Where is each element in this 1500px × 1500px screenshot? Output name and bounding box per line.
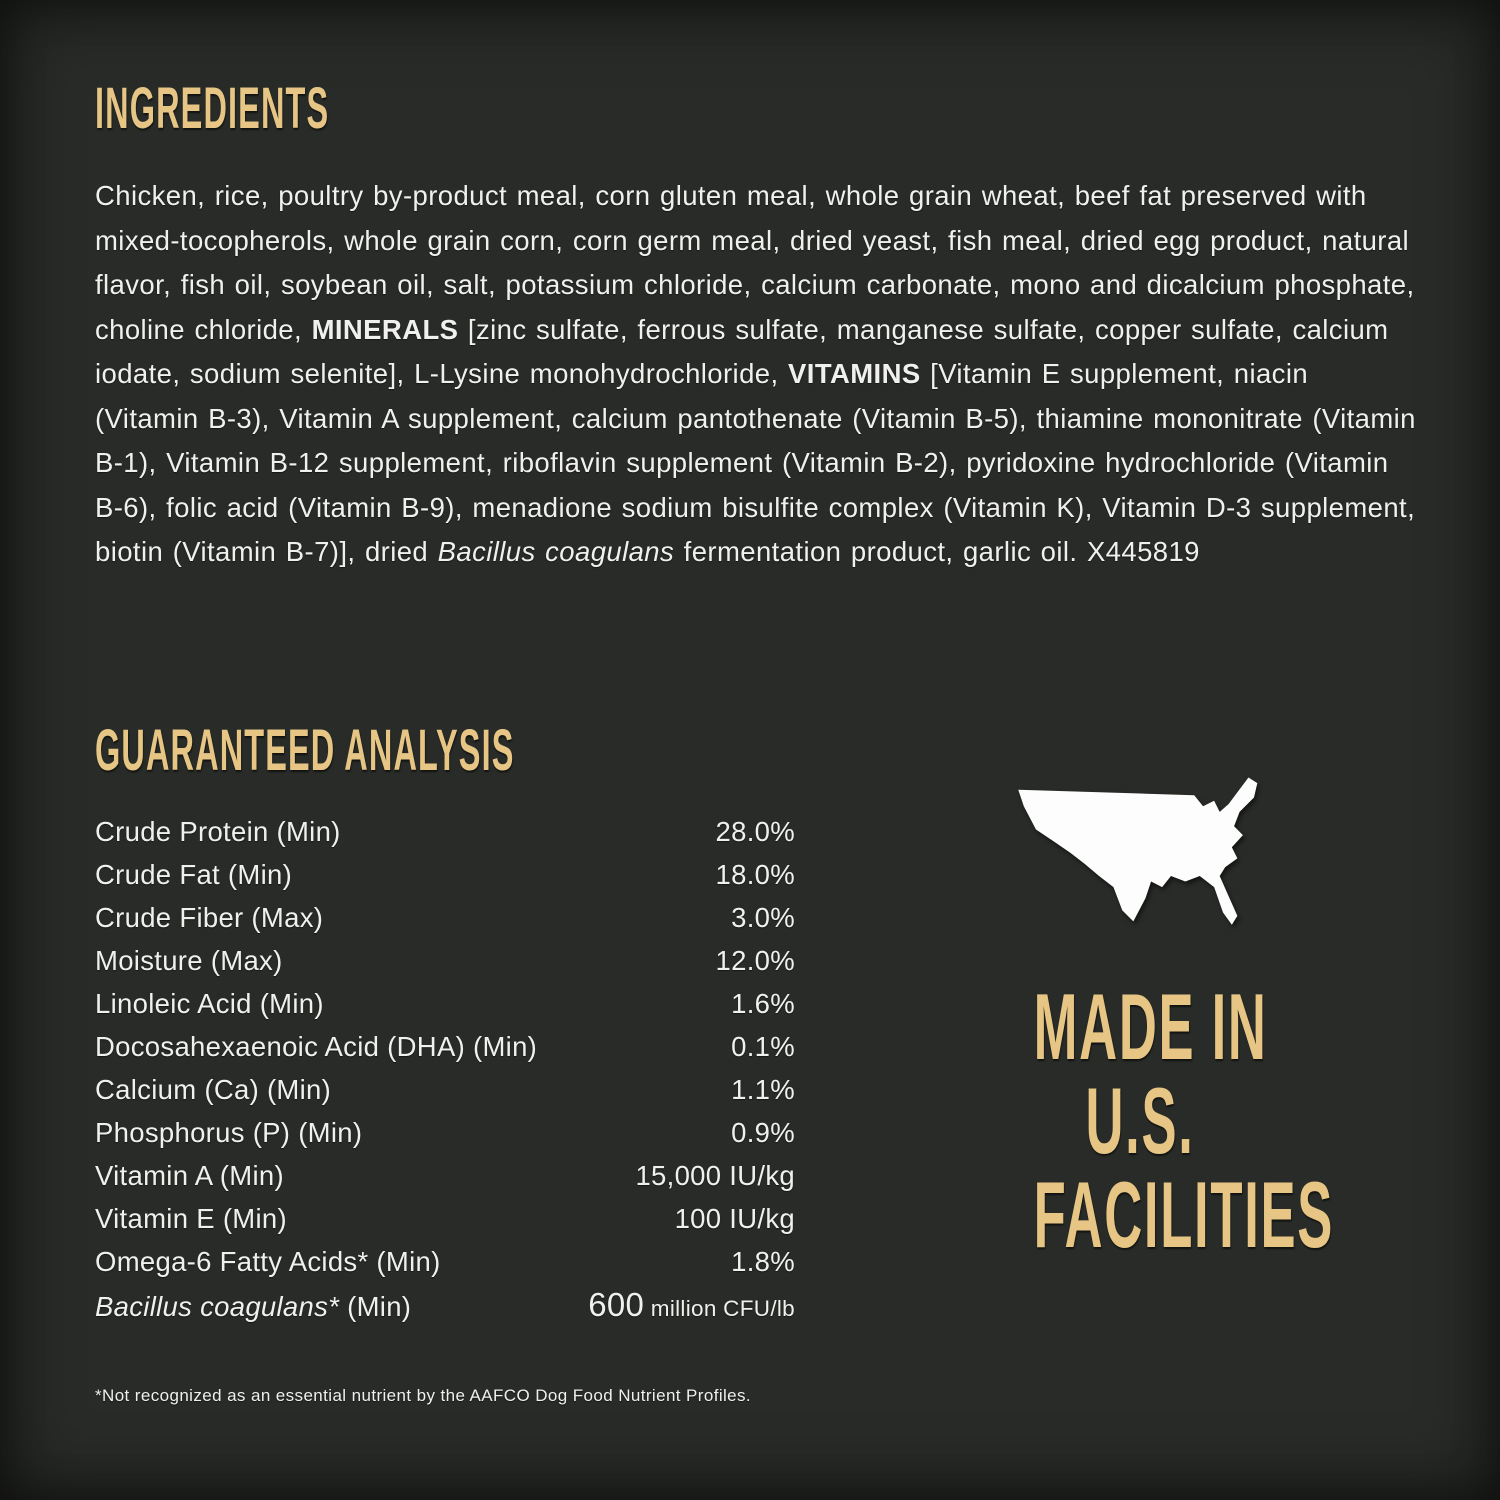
made-in-line: MADE IN [1033, 974, 1268, 1079]
text-segment: Phosphorus (P) (Min) [95, 1117, 363, 1148]
analysis-row-label [95, 1197, 287, 1240]
analysis-row [95, 896, 795, 939]
analysis-row-label [95, 1240, 441, 1283]
analysis-row-label [95, 853, 292, 896]
text-segment: million CFU/lb [644, 1296, 795, 1321]
text-segment: 1.8% [731, 1246, 795, 1277]
analysis-row-value [731, 1111, 795, 1154]
text-segment: fermentation product, garlic oil. X445819 [674, 536, 1200, 567]
text-segment: [zinc sulfate, ferrous sulfate, manganese sulfate, copper sulfate, calcium iodate, sodium selenite], L-Lysine monohydrochloride, [95, 313, 1389, 389]
text-segment: Crude Fiber (Max) [95, 902, 324, 933]
analysis-row [95, 1283, 795, 1330]
text-segment: Omega-6 Fatty Acids* (Min) [95, 1246, 441, 1277]
text-segment: 0.1% [731, 1031, 795, 1062]
analysis-row [95, 1240, 795, 1283]
analysis-row [95, 853, 795, 896]
analysis-row [95, 810, 795, 853]
text-segment: Bacillus coagulans* [95, 1291, 340, 1322]
analysis-row-label [95, 810, 341, 853]
text-segment: (Min) [339, 1291, 412, 1322]
text-segment: 28.0% [715, 816, 795, 847]
analysis-row-value [716, 939, 795, 982]
text-segment: 100 IU/kg [674, 1203, 795, 1234]
analysis-row-value [731, 896, 795, 939]
analysis-row [95, 1111, 795, 1154]
text-segment: Moisture (Max) [95, 945, 283, 976]
usa-map-icon [1012, 772, 1268, 938]
text-segment: Vitamin A (Min) [95, 1160, 284, 1191]
made-in-line: FACILITIES [1033, 1162, 1335, 1267]
made-in-text [950, 974, 1335, 1267]
text-segment: MINERALS [311, 313, 459, 345]
text-segment: Calcium (Ca) (Min) [95, 1074, 332, 1105]
analysis-row-value [716, 853, 795, 896]
text-segment: Linoleic Acid (Min) [95, 988, 324, 1019]
analysis-row-label [95, 982, 324, 1025]
text-segment: 15,000 IU/kg [635, 1160, 795, 1191]
analysis-row [95, 1025, 795, 1068]
analysis-row-value [588, 1283, 795, 1330]
text-segment: 18.0% [715, 859, 795, 890]
analysis-row-label [95, 939, 283, 982]
ingredients-title: INGREDIENTS [95, 76, 330, 141]
analysis-row-label [95, 1154, 284, 1197]
analysis-row [95, 1154, 795, 1197]
text-segment: 3.0% [731, 902, 795, 933]
guaranteed-analysis-title: GUARANTEED ANALYSIS [95, 718, 515, 783]
analysis-row [95, 982, 795, 1025]
text-segment: 600 [588, 1286, 645, 1323]
guaranteed-analysis-table [95, 810, 795, 1330]
analysis-row-value [731, 1025, 795, 1068]
analysis-row-label [95, 1285, 411, 1328]
analysis-row-label [95, 896, 323, 939]
text-segment: 12.0% [715, 945, 795, 976]
analysis-row-value [731, 1240, 795, 1283]
text-segment: Crude Protein (Min) [95, 816, 341, 847]
analysis-row [95, 1197, 795, 1240]
analysis-row-value [635, 1154, 795, 1197]
made-in-line: U.S. [1085, 1068, 1195, 1173]
text-segment: VITAMINS [788, 358, 921, 389]
analysis-row-value [731, 1068, 795, 1111]
analysis-row-value [716, 810, 795, 853]
analysis-row-label [95, 1111, 362, 1154]
text-segment: Bacillus coagulans [437, 536, 675, 567]
text-segment: Chicken, rice, poultry by-product meal, corn gluten meal, whole grain wheat, beef fat preserved with mixed-tocopherols, whole grain corn, corn germ meal, dried yeast, fish meal, dried egg product, natural flavor, fish oil, soybean oil, salt, potassium chloride, calcium carbonate, mono and dicalcium phosphate, choline chloride, [95, 180, 1415, 345]
analysis-row-value [675, 1197, 795, 1240]
text-segment: 0.9% [731, 1117, 795, 1148]
analysis-row-value [731, 982, 795, 1025]
made-in-block [950, 772, 1335, 1267]
analysis-row-label [95, 1068, 331, 1111]
text-segment: 1.6% [731, 988, 795, 1019]
text-segment: [Vitamin E supplement, niacin (Vitamin B-3), Vitamin A supplement, calcium pantothenate (Vitamin B-5), thiamine mononitrate (Vitamin B-1), Vitamin B-12 supplement, riboflavin supplement (Vitamin B-2), pyridoxine hydrochloride (Vitamin B-6), folic acid (Vitamin B-9), menadione sodium bisulfite complex (Vitamin K), Vitamin D-3 supplement, biotin (Vitamin B-7)], dried [95, 358, 1416, 567]
footnote: *Not recognized as an essential nutrient by the AAFCO Dog Food Nutrient Profiles. [95, 1386, 752, 1405]
ingredients-text [95, 174, 1420, 575]
analysis-row [95, 1068, 795, 1111]
analysis-row-label [95, 1025, 537, 1068]
text-segment: Vitamin E (Min) [95, 1203, 287, 1234]
text-segment: Docosahexaenoic Acid (DHA) (Min) [95, 1031, 538, 1062]
text-segment: 1.1% [731, 1074, 795, 1105]
analysis-row [95, 939, 795, 982]
text-segment: Crude Fat (Min) [95, 859, 293, 890]
